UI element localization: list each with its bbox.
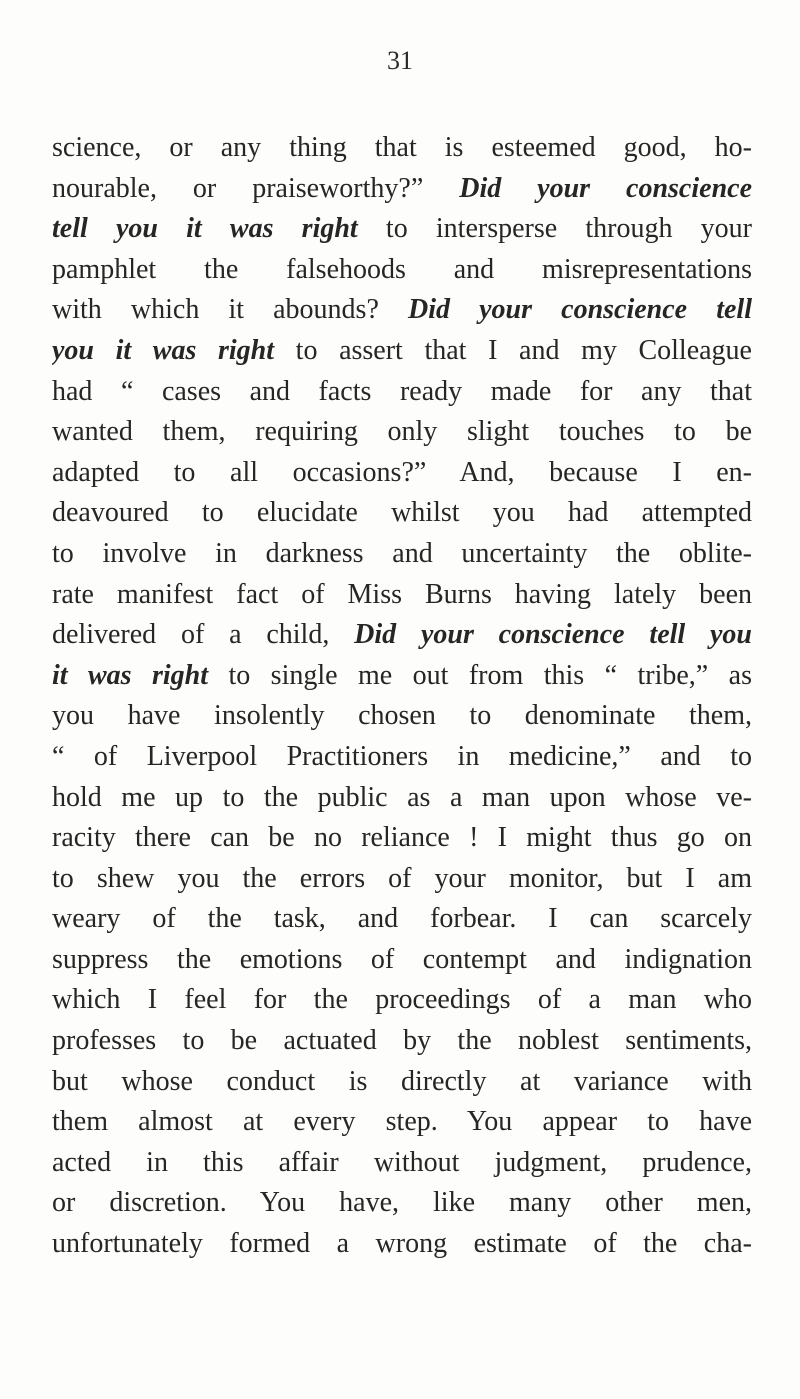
text-line xyxy=(52,778,752,819)
text-segment: to involve in darkness and uncertainty the oblite- xyxy=(52,537,752,569)
text-line xyxy=(52,209,752,250)
text-segment: pamphlet the falsehoods and misrepresentations xyxy=(52,253,752,285)
text-line xyxy=(52,250,752,291)
text-line xyxy=(52,1102,752,1143)
text-segment: or discretion. You have, like many other men, xyxy=(52,1187,752,1219)
text-line xyxy=(52,1062,752,1103)
text-line xyxy=(52,940,752,981)
text-line xyxy=(52,818,752,859)
text-line xyxy=(52,1143,752,1184)
text-segment: adapted to all occasions?” And, because I en- xyxy=(52,456,752,488)
text-segment: acted in this affair without judgment, prudence, xyxy=(52,1146,752,1178)
text-line xyxy=(52,372,752,413)
text-segment: with which it abounds? xyxy=(52,294,408,326)
text-segment: nourable, or praiseworthy?” xyxy=(52,172,460,204)
text-segment: them almost at every step. You appear to have xyxy=(52,1106,752,1138)
text-line xyxy=(52,899,752,940)
text-line xyxy=(52,980,752,1021)
italic-phrase: it was right xyxy=(52,659,209,691)
text-segment: rate manifest fact of Miss Burns having lately been xyxy=(52,578,752,610)
text-line xyxy=(52,453,752,494)
text-line xyxy=(52,1224,752,1265)
text-segment: which I feel for the proceedings of a man who xyxy=(52,984,752,1016)
page-number: 31 xyxy=(387,46,413,75)
text-line xyxy=(52,169,752,210)
text-segment: you have insolently chosen to denominate them, xyxy=(52,700,752,732)
text-line xyxy=(52,575,752,616)
text-segment: had “ cases and facts ready made for any that xyxy=(52,375,752,407)
text-line xyxy=(52,1183,752,1224)
text-segment: to single me out from this “ tribe,” as xyxy=(208,659,752,691)
text-line xyxy=(52,128,752,169)
italic-phrase: Did your conscience tell you xyxy=(354,619,752,651)
text-line xyxy=(52,656,752,697)
text-segment: weary of the task, and forbear. I can scarcely xyxy=(52,903,752,935)
text-segment: “ of Liverpool Practitioners in medicine,” and to xyxy=(52,740,752,772)
text-line xyxy=(52,737,752,778)
text-line xyxy=(52,696,752,737)
italic-phrase: you it was right xyxy=(52,334,275,366)
text-line xyxy=(52,290,752,331)
text-line xyxy=(52,1021,752,1062)
text-segment: science, or any thing that is esteemed good, ho- xyxy=(52,132,752,163)
italic-phrase: Did your conscience xyxy=(459,172,752,204)
text-segment: deavoured to elucidate whilst you had attempted xyxy=(52,497,752,529)
text-segment: hold me up to the public as a man upon whose ve- xyxy=(52,781,752,813)
text-segment: racity there can be no reliance ! I might thus go on xyxy=(52,822,752,854)
italic-phrase: Did your conscience tell xyxy=(408,294,752,326)
text-segment: to intersperse through your xyxy=(357,213,752,245)
text-segment: delivered of a child, xyxy=(52,619,355,651)
text-segment: suppress the emotions of contempt and indignation xyxy=(52,943,752,975)
text-line xyxy=(52,534,752,575)
text-line xyxy=(52,615,752,656)
text-line xyxy=(52,493,752,534)
italic-phrase: tell you it was right xyxy=(52,213,358,245)
text-line xyxy=(52,331,752,372)
body-text xyxy=(52,128,752,1265)
text-segment: wanted them, requiring only slight touches to be xyxy=(52,416,752,448)
text-segment: to shew you the errors of your monitor, but I am xyxy=(52,862,752,894)
text-segment: professes to be actuated by the noblest sentiments, xyxy=(52,1025,752,1057)
text-segment: but whose conduct is directly at variance with xyxy=(52,1065,752,1097)
text-segment: unfortunately formed a wrong estimate of the cha- xyxy=(52,1228,752,1260)
text-segment: to assert that I and my Colleague xyxy=(274,334,752,366)
text-line xyxy=(52,859,752,900)
text-line xyxy=(52,412,752,453)
